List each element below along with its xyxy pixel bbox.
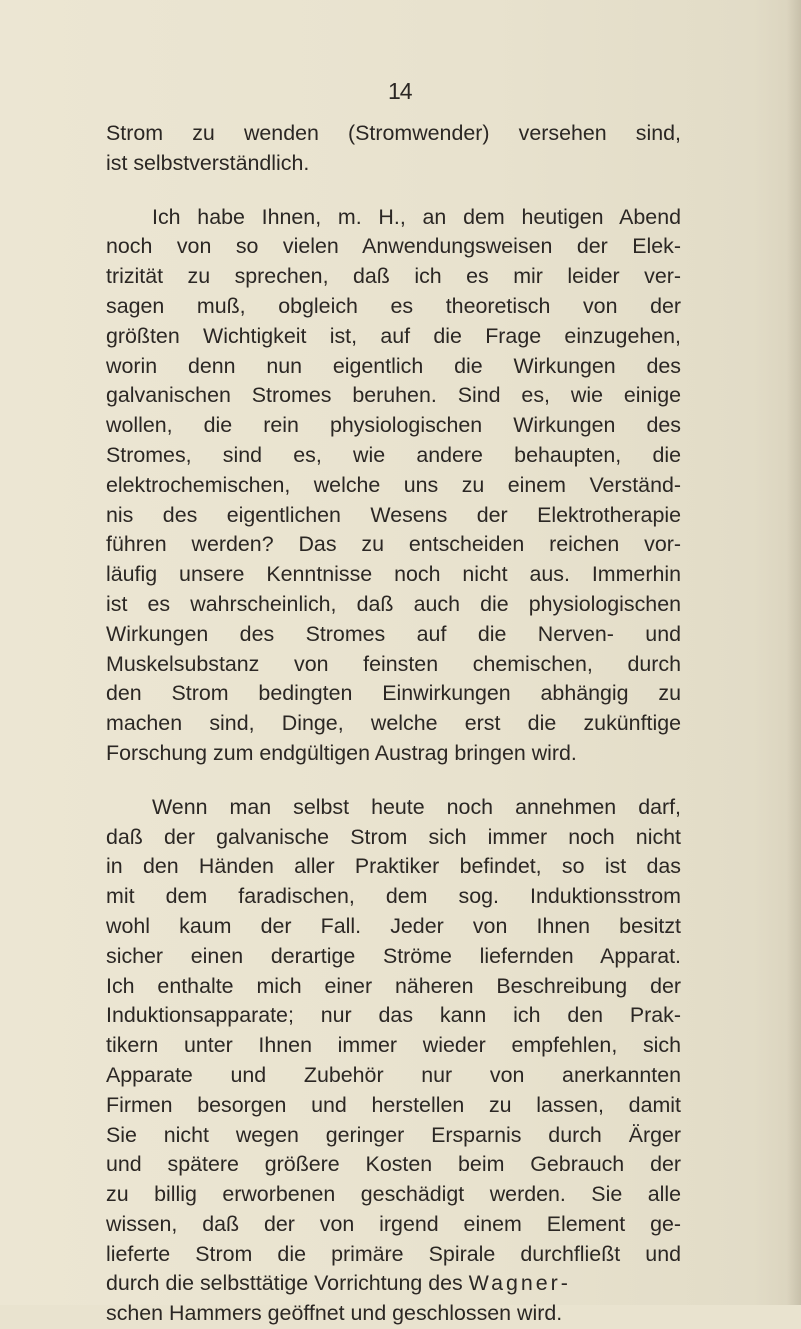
text-line: Induktionsapparate; nur das kann ich den Prak- [106, 1003, 681, 1028]
paragraph [106, 203, 681, 769]
text-line: nis des eigentlichen Wesens der Elektrotherapie [106, 502, 681, 527]
text-line: galvanischen Stromes beruhen. Sind es, wie einige [106, 383, 681, 408]
text-line: den Strom bedingten Einwirkungen abhängig zu [106, 681, 681, 706]
text-line: Stromes, sind es, wie andere behaupten, die [106, 442, 681, 467]
paragraph [106, 119, 681, 179]
text-line-start: durch die selbsttätige Vorrichtung des [106, 1271, 469, 1296]
text-line: Muskelsubstanz von feinsten chemischen, durch [106, 651, 681, 676]
text-line: wohl kaum der Fall. Jeder von Ihnen besitzt [106, 913, 681, 938]
text-line: Strom zu wenden (Stromwender) versehen sind, [106, 121, 681, 145]
text-line: größten Wichtigkeit ist, auf die Frage einzugehen, [106, 323, 681, 348]
text-line: tikern unter Ihnen immer wieder empfehlen, sich [106, 1033, 681, 1058]
text-line: Wirkungen des Stromes auf die Nerven- und [106, 621, 681, 646]
text-line: Sie nicht wegen geringer Ersparnis durch Ärger [106, 1122, 681, 1147]
text-line: lieferte Strom die primäre Spirale durchfließt und [106, 1241, 681, 1266]
spaced-name: Wagner- [468, 1271, 571, 1296]
text-line: wollen, die rein physiologischen Wirkungen des [106, 413, 681, 438]
text-line [106, 1269, 681, 1299]
text-line: in den Händen aller Praktiker befindet, so ist das [106, 854, 681, 879]
body-text [106, 119, 681, 1329]
text-line: schen Hammers geöffnet und geschlossen wird. [106, 1301, 563, 1326]
text-line: wissen, daß der von irgend einem Element ge- [106, 1211, 681, 1236]
text-line: worin denn nun eigentlich die Wirkungen des [106, 353, 681, 378]
text-line: noch von so vielen Anwendungsweisen der Elek- [106, 234, 681, 259]
text-line: zu billig erworbenen geschädigt werden. Sie alle [106, 1182, 681, 1207]
paragraph [106, 793, 681, 1329]
text-line: Ich enthalte mich einer näheren Beschreibung der [106, 973, 681, 998]
text-line: mit dem faradischen, dem sog. Induktionsstrom [106, 884, 681, 909]
text-line: elektrochemischen, welche uns zu einem Verständ- [106, 472, 681, 497]
text-line: Apparate und Zubehör nur von anerkannten [106, 1062, 681, 1087]
text-line: Forschung zum endgültigen Austrag bringen wird. [106, 740, 577, 765]
text-line: trizität zu sprechen, daß ich es mir leider ver- [106, 264, 681, 289]
text-line: Ich habe Ihnen, m. H., an dem heutigen Abend [152, 204, 681, 229]
text-line: läufig unsere Kenntnisse noch nicht aus. Immerhin [106, 562, 681, 587]
page-number: 14 [388, 78, 412, 104]
text-line: ist selbstverständlich. [106, 150, 310, 175]
text-line: führen werden? Das zu entscheiden reichen vor- [106, 532, 681, 557]
text-line: machen sind, Dinge, welche erst die zukünftige [106, 711, 681, 736]
text-line: sicher einen derartige Ströme liefernden Apparat. [106, 943, 681, 968]
text-line: ist es wahrscheinlich, daß auch die physiologischen [106, 591, 681, 616]
text-line: und spätere größere Kosten beim Gebrauch der [106, 1152, 681, 1177]
text-line: Firmen besorgen und herstellen zu lassen, damit [106, 1092, 681, 1117]
text-line: sagen muß, obgleich es theoretisch von der [106, 293, 681, 318]
page-edge-shadow [787, 0, 801, 1305]
text-line: Wenn man selbst heute noch annehmen darf, [152, 794, 681, 819]
text-line: daß der galvanische Strom sich immer noch nicht [106, 824, 681, 849]
